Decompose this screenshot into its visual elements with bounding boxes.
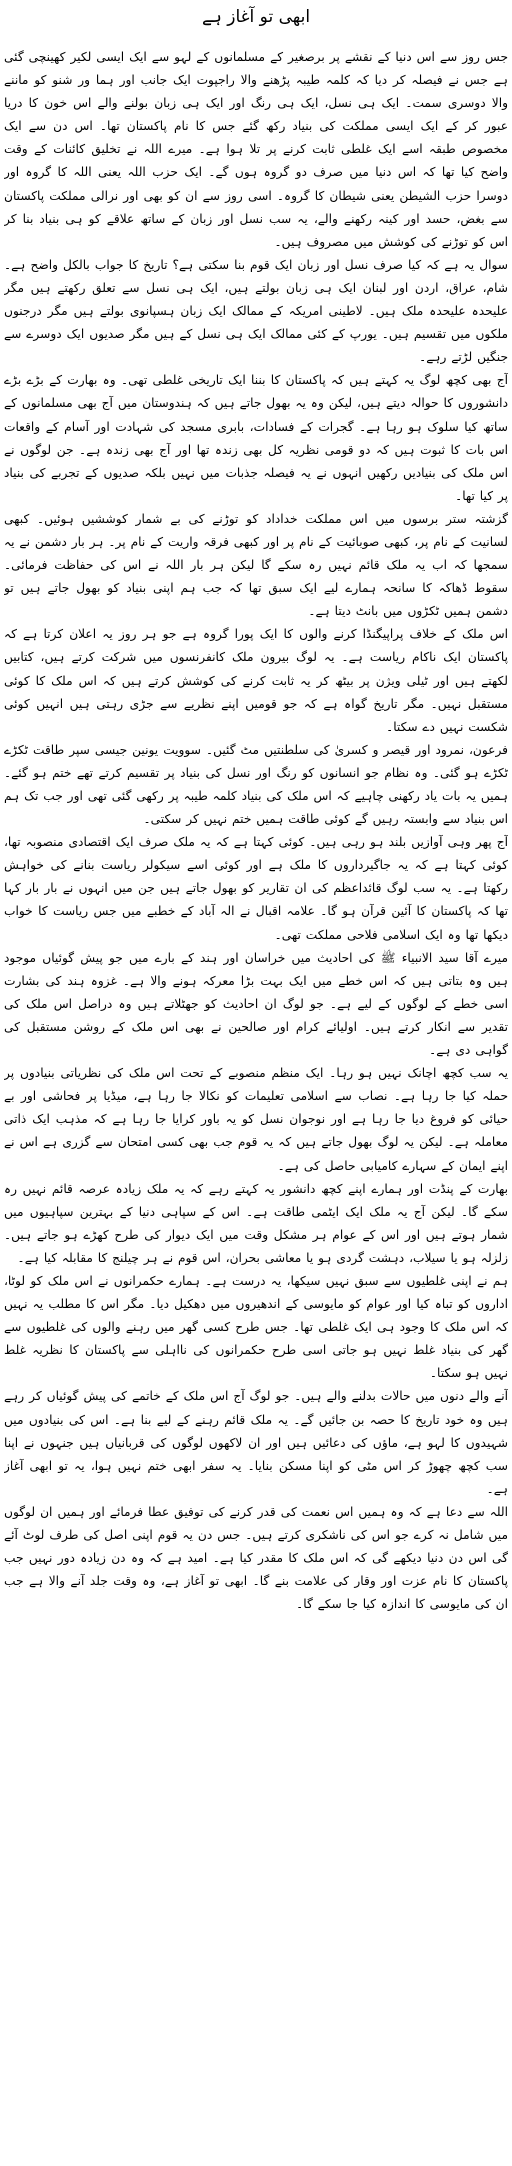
paragraph: سوال یہ ہے کہ کیا صرف نسل اور زبان ایک قوم بنا سکتی ہے؟ تاریخ کا جواب بالکل واضح ہے۔ شام، عراق، اردن اور لبنان ایک ہی زبان بولتے ہیں، ایک ہی نسل سے تعلق رکھتے ہیں مگر علیحدہ علیحدہ ملک ہیں۔ لاطینی امریکہ کے ممالک ایک زبان ہسپانوی بولتے ہیں مگر درجنوں ملکوں میں تقسیم ہیں۔ یورپ کے کئی ممالک ایک ہی نسل کے ہیں مگر صدیوں ایک دوسرے سے جنگیں لڑتے رہے۔ <box>4 257 508 365</box>
paragraph: جس روز سے اس دنیا کے نقشے پر برصغیر کے مسلمانوں کے لہو سے ایک ایسی لکیر کھینچی گئی ہے جس نے فیصلہ کر دیا کہ کلمہ طیبہ پڑھنے والا راجپوت ایک جانب اور ہما ور شنو کو ماننے والا دوسری سمت۔ ایک ہی نسل، ایک ہی رنگ اور ایک ہی زبان بولنے والے اس خون کا دریا عبور کر کے ایک ایسی مملکت کی بنیاد رکھ گئے جس کا نام پاکستان تھا۔ اس دن سے ایک مخصوص طبقہ اسے ایک غلطی ثابت کرنے پر تلا ہوا ہے۔ میرے اللہ نے تخلیق کائنات کے وقت واضح کیا تھا کہ اس دنیا میں صرف دو گروہ ہوں گے۔ ایک حزب اللہ یعنی اللہ کا گروہ اور دوسرا حزب الشیطن یعنی شیطان کا گروہ۔ اسی روز سے ان کو بھی اور نرالی مملکت پاکستان سے بغض، حسد اور کینہ رکھنے والے، یہ سب نسل اور زبان کے ساتھ علاقے کو ہی بنیاد بنا کر اس کو توڑنے کی کوشش میں مصروف ہیں۔ <box>4 50 508 249</box>
paragraph: آج پھر وہی آوازیں بلند ہو رہی ہیں۔ کوئی کہتا ہے کہ یہ ملک صرف ایک اقتصادی منصوبہ تھا، کوئی کہتا ہے کہ یہ جاگیرداروں کا ملک ہے اور کوئی اسے سیکولر ریاست بنانے کی خواہش رکھتا ہے۔ یہ سب لوگ قائداعظم کی ان تقاریر کو بھول جاتے ہیں جن میں انہوں نے بار بار کہا تھا کہ پاکستان کا آئین قرآن ہو گا۔ علامہ اقبال نے الہ آباد کے خطبے میں جس ریاست کا خواب دیکھا تھا وہ ایک اسلامی فلاحی مملکت تھی۔ <box>4 835 508 942</box>
paragraph: گزشتہ ستر برسوں میں اس مملکت خداداد کو توڑنے کی بے شمار کوششیں ہوئیں۔ کبھی لسانیت کے نام پر، کبھی صوبائیت کے نام پر اور کبھی فرقہ واریت کے نام پر۔ ہر بار دشمن نے یہ سمجھا کہ اب یہ ملک قائم نہیں رہ سکے گا لیکن ہر بار اللہ نے اس کی حفاظت فرمائی۔ سقوط ڈھاکہ کا سانحہ ہمارے لیے ایک سبق تھا کہ جب ہم اپنی بنیاد کو بھول جاتے ہیں تو دشمن ہمیں ٹکڑوں میں بانٹ دیتا ہے۔ <box>4 511 508 619</box>
paragraph: میرے آقا سید الانبیاء ﷺ کی احادیث میں خراسان اور ہند کے بارے میں جو پیش گوئیاں موجود ہیں وہ بتاتی ہیں کہ اس خطے میں ایک بہت بڑا معرکہ ہونے والا ہے۔ غزوہ ہند کی بشارت اسی خطے کے لوگوں کے لیے ہے۔ جو لوگ ان احادیث کو جھٹلاتے ہیں وہ دراصل اس ملک کی تقدیر سے انکار کرتے ہیں۔ اولیائے کرام اور صالحین نے بھی اس ملک کے روشن مستقبل کی گواہی دی ہے۔ <box>4 950 508 1058</box>
paragraph: اللہ سے دعا ہے کہ وہ ہمیں اس نعمت کی قدر کرنے کی توفیق عطا فرمائے اور ہمیں ان لوگوں میں شامل نہ کرے جو اس کی ناشکری کرتے ہیں۔ جس دن یہ قوم اپنی اصل کی طرف لوٹ آئے گی اس دن دنیا دیکھے گی کہ اس ملک کا مقدر کیا ہے۔ امید ہے کہ وہ دن زیادہ دور نہیں جب پاکستان کا نام عزت اور وقار کی علامت بنے گا۔ ابھی تو آغاز ہے، وہ وقت جلد آنے والا ہے جب ان کی مایوسی کا اندازہ کیا جا سکے گا۔ <box>4 1504 508 1612</box>
paragraph: اس ملک کے خلاف پراپیگنڈا کرنے والوں کا ایک پورا گروہ ہے جو ہر روز یہ اعلان کرتا ہے کہ پاکستان ایک ناکام ریاست ہے۔ یہ لوگ بیرون ملک کانفرنسوں میں شرکت کرتے ہیں، کتابیں لکھتے ہیں اور ٹیلی ویژن پر بیٹھ کر یہ ثابت کرنے کی کوشش کرتے ہیں کہ اس ملک کا کوئی مستقبل نہیں۔ مگر تاریخ گواہ ہے کہ جو قومیں اپنے نظریے سے جڑی رہتی ہیں انہیں کوئی شکست نہیں دے سکتا۔ <box>4 627 508 734</box>
paragraph: آنے والے دنوں میں حالات بدلنے والے ہیں۔ جو لوگ آج اس ملک کے خاتمے کی پیش گوئیاں کر رہے ہیں وہ خود تاریخ کا حصہ بن جائیں گے۔ یہ ملک قائم رہنے کے لیے بنا ہے۔ اس کی بنیادوں میں شہیدوں کا لہو ہے، ماؤں کی دعائیں ہیں اور ان لاکھوں لوگوں کی قربانیاں ہیں جنہوں نے اپنا سب کچھ چھوڑ کر اس مٹی کو اپنا مسکن بنایا۔ یہ سفر ابھی ختم نہیں ہوا، یہ تو ابھی آغاز ہے۔ <box>4 1389 508 1496</box>
paragraph: ہم نے اپنی غلطیوں سے سبق نہیں سیکھا، یہ درست ہے۔ ہمارے حکمرانوں نے اس ملک کو لوٹا، اداروں کو تباہ کیا اور عوام کو مایوسی کے اندھیروں میں دھکیل دیا۔ مگر اس کا مطلب یہ نہیں کہ اس ملک کا وجود ہی ایک غلطی تھا۔ جس طرح کسی گھر میں رہنے والوں کی غلطیوں سے گھر کی بنیاد غلط نہیں ہو جاتی اسی طرح حکمرانوں کی نااہلی سے پاکستان کا نظریہ غلط نہیں ہو سکتا۔ <box>4 1273 508 1381</box>
column-title: ابھی تو آغاز ہے <box>201 7 311 27</box>
column-body <box>4 46 508 2156</box>
paragraph: فرعون، نمرود اور قیصر و کسریٰ کی سلطنتیں مٹ گئیں۔ سوویت یونین جیسی سپر طاقت ٹکڑے ٹکڑے ہو گئی۔ وہ نظام جو انسانوں کو رنگ اور نسل کی بنیاد پر تقسیم کرتے تھے ختم ہو گئے۔ ہمیں یہ بات یاد رکھنی چاہیے کہ اس ملک کی بنیاد کلمہ طیبہ پر رکھی گئی تھی اور جب تک ہم اس بنیاد سے وابستہ رہیں گے کوئی طاقت ہمیں ختم نہیں کر سکتی۔ <box>4 742 508 827</box>
paragraph: بھارت کے پنڈت اور ہمارے اپنے کچھ دانشور یہ کہتے رہے کہ یہ ملک زیادہ عرصہ قائم نہیں رہ سکے گا۔ لیکن آج یہ ملک ایک ایٹمی طاقت ہے۔ اس کے سپاہی دنیا کے بہترین سپاہیوں میں شمار ہوتے ہیں اور اس کے عوام ہر مشکل وقت میں ایک دیوار کی طرح کھڑے ہو جاتے ہیں۔ زلزلہ ہو یا سیلاب، دہشت گردی ہو یا معاشی بحران، اس قوم نے ہر چیلنج کا مقابلہ کیا ہے۔ <box>4 1181 508 1265</box>
paragraph: آج بھی کچھ لوگ یہ کہتے ہیں کہ پاکستان کا بننا ایک تاریخی غلطی تھی۔ وہ بھارت کے بڑے بڑے دانشوروں کا حوالہ دیتے ہیں، لیکن وہ یہ بھول جاتے ہیں کہ ہندوستان میں آج بھی مسلمانوں کے ساتھ کیا سلوک ہو رہا ہے۔ گجرات کے فسادات، بابری مسجد کی شہادت اور آسام کے واقعات اس بات کا ثبوت ہیں کہ دو قومی نظریہ کل بھی زندہ تھا اور آج بھی زندہ ہے۔ جن لوگوں نے اس ملک کی بنیادیں رکھیں انہوں نے یہ فیصلہ جذبات میں نہیں بلکہ صدیوں کے تجربے کی بنیاد پر کیا تھا۔ <box>4 373 508 503</box>
paragraph: یہ سب کچھ اچانک نہیں ہو رہا۔ ایک منظم منصوبے کے تحت اس ملک کی نظریاتی بنیادوں پر حملہ کیا جا رہا ہے۔ نصاب سے اسلامی تعلیمات کو نکالا جا رہا ہے، میڈیا پر فحاشی اور بے حیائی کو فروغ دیا جا رہا ہے اور نوجوان نسل کو یہ باور کرایا جا رہا ہے کہ مذہب ایک ذاتی معاملہ ہے۔ لیکن یہ لوگ بھول جاتے ہیں کہ یہ قوم جب بھی کسی امتحان سے گزری ہے اس نے اپنے ایمان کے سہارے کامیابی حاصل کی ہے۔ <box>4 1066 508 1173</box>
